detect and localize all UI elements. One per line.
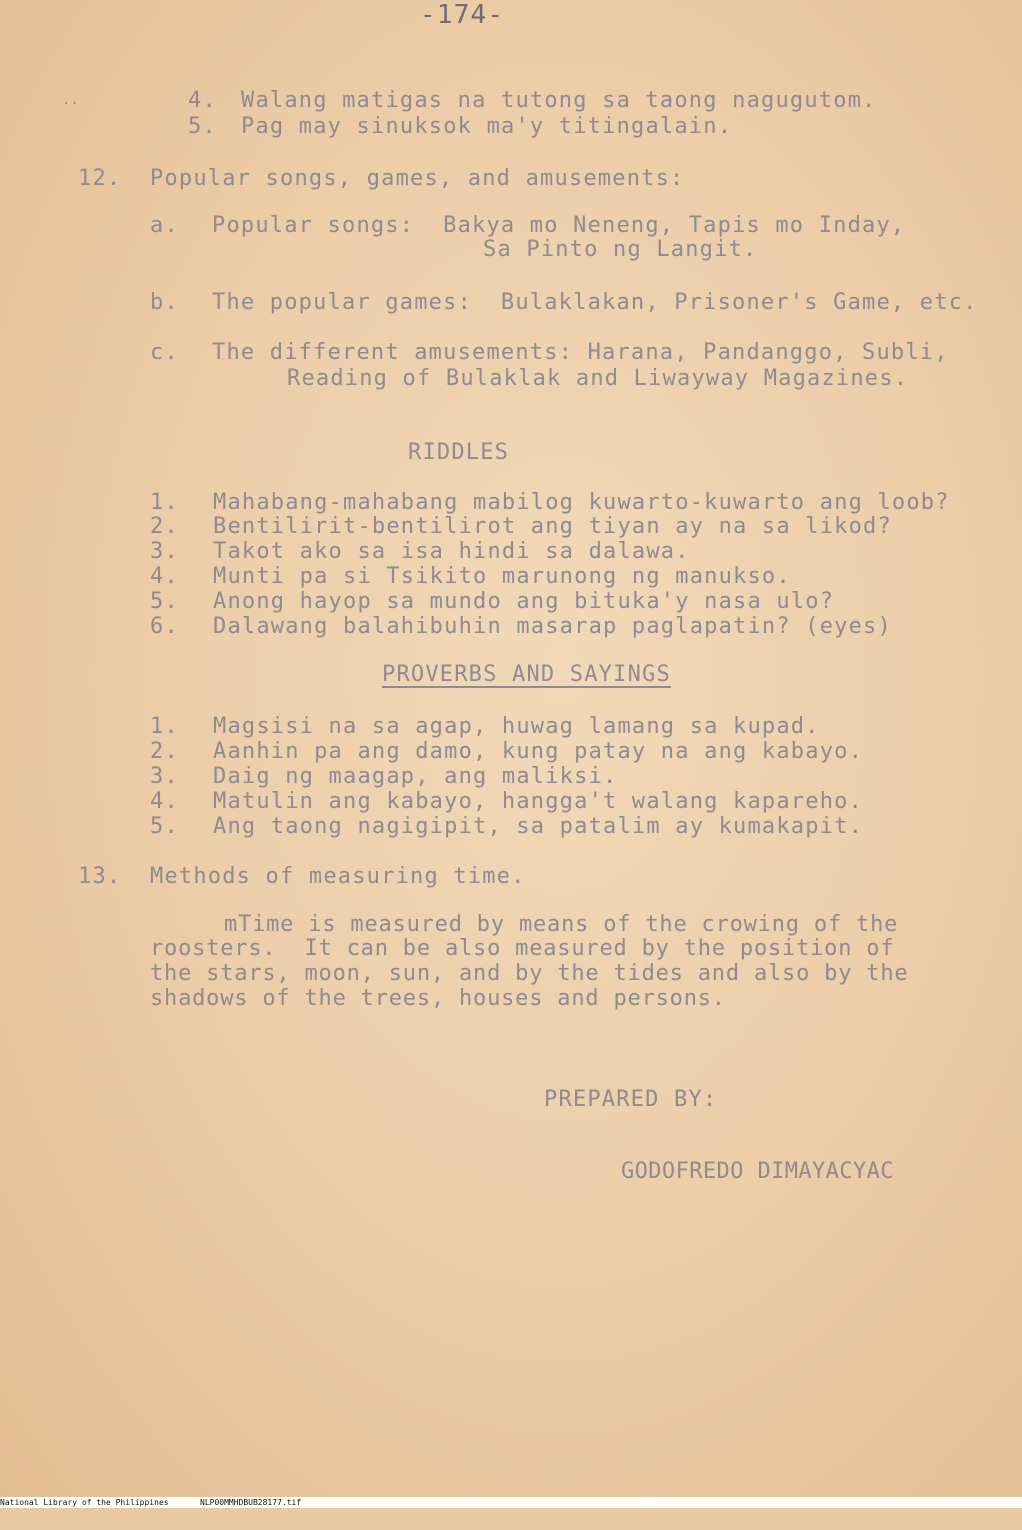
- paragraph-line: mTime is measured by means of the crowing of the: [224, 912, 899, 937]
- riddle-number: 4.: [150, 564, 179, 589]
- proverb-number: 3.: [150, 764, 179, 789]
- margin-mark: ..: [62, 92, 79, 108]
- paragraph-line: the stars, moon, sun, and by the tides and also by the: [150, 961, 909, 986]
- sub-item-text: The different amusements: Harana, Pandanggo, Subli,: [212, 340, 949, 365]
- paragraph-line: shadows of the trees, houses and persons.: [150, 986, 726, 1011]
- riddle-number: 1.: [150, 490, 179, 515]
- sub-item-letter: c.: [150, 340, 179, 365]
- proverb-number: 4.: [150, 789, 179, 814]
- sub-item-text: Popular songs: Bakya mo Neneng, Tapis mo Inday,: [212, 213, 906, 238]
- riddles-heading: RIDDLES: [408, 440, 510, 465]
- proverb-text: Daig ng maagap, ang maliksi.: [213, 764, 618, 789]
- riddle-text: Dalawang balahibuhin masarap paglapatin? (eyes): [213, 614, 892, 639]
- riddle-text: Takot ako sa isa hindi sa dalawa.: [213, 539, 690, 564]
- author-name: GODOFREDO DIMAYACYAC: [621, 1159, 894, 1184]
- proverb-text: Ang taong nagigipit, sa patalim ay kumakapit.: [213, 814, 864, 839]
- section-title: Methods of measuring time.: [150, 864, 526, 889]
- page-number: -174-: [420, 0, 505, 30]
- section-title: Popular songs, games, and amusements:: [150, 166, 685, 191]
- proverb-number: 5.: [150, 814, 179, 839]
- footer-library: National Library of the Philippines: [0, 1498, 169, 1507]
- sub-item-letter: a.: [150, 213, 179, 238]
- riddle-number: 6.: [150, 614, 179, 639]
- paragraph-line: roosters. It can be also measured by the position of: [150, 936, 895, 961]
- list-item-text: Pag may sinuksok ma'y titingalain.: [241, 114, 733, 139]
- riddle-number: 3.: [150, 539, 179, 564]
- riddle-text: Mahabang-mahabang mabilog kuwarto-kuwarto ang loob?: [213, 490, 950, 515]
- section-number: 13.: [78, 864, 122, 889]
- riddle-number: 5.: [150, 589, 179, 614]
- list-item-number: 4.: [188, 88, 217, 113]
- proverb-number: 1.: [150, 714, 179, 739]
- proverb-text: Aanhin pa ang damo, kung patay na ang kabayo.: [213, 739, 864, 764]
- riddle-text: Bentilirit-bentilirot ang tiyan ay na sa likod?: [213, 514, 892, 539]
- proverbs-heading: PROVERBS AND SAYINGS: [382, 662, 671, 687]
- footer-filename: NLP00MMHDBUB28177.tif: [200, 1498, 302, 1507]
- prepared-by-label: PREPARED BY:: [544, 1087, 718, 1112]
- riddle-text: Munti pa si Tsikito marunong ng manukso.: [213, 564, 791, 589]
- riddle-text: Anong hayop sa mundo ang bituka'y nasa ulo?: [213, 589, 835, 614]
- sub-item-text: Sa Pinto ng Langit.: [483, 237, 758, 262]
- proverb-text: Magsisi na sa agap, huwag lamang sa kupad.: [213, 714, 820, 739]
- proverb-text: Matulin ang kabayo, hangga't walang kapareho.: [213, 789, 864, 814]
- scan-footer: [0, 1497, 1022, 1508]
- sub-item-text: The popular games: Bulaklakan, Prisoner's Game, etc.: [212, 290, 978, 315]
- list-item-text: Walang matigas na tutong sa taong nagugutom.: [241, 88, 877, 113]
- section-number: 12.: [78, 166, 122, 191]
- sub-item-text: Reading of Bulaklak and Liwayway Magazines.: [287, 366, 909, 391]
- proverb-number: 2.: [150, 739, 179, 764]
- list-item-number: 5.: [188, 114, 217, 139]
- riddle-number: 2.: [150, 514, 179, 539]
- sub-item-letter: b.: [150, 290, 179, 315]
